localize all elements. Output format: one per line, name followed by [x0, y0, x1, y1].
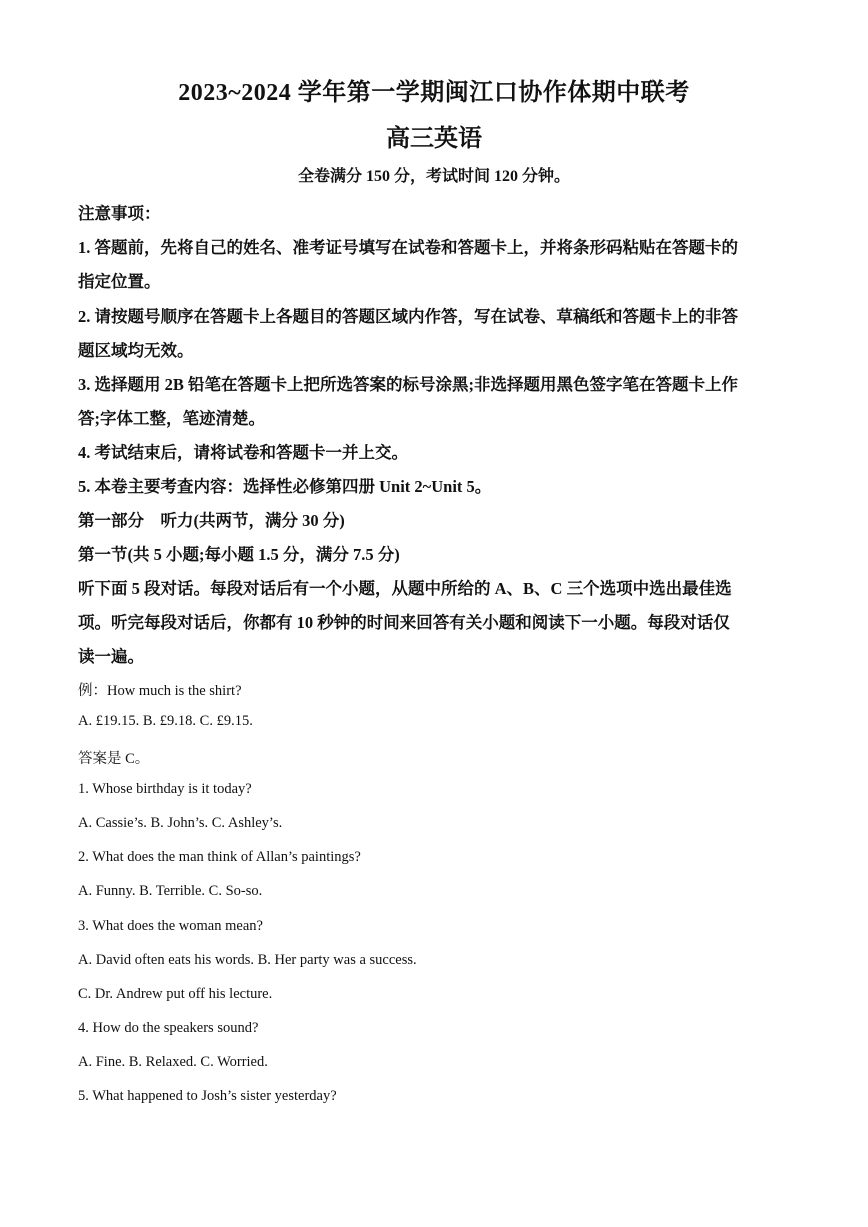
note-line: 1. 答题前，先将自己的姓名、准考证号填写在试卷和答题卡上，并将条形码粘贴在答题卡的	[78, 238, 738, 257]
question-3: 3. What does the woman mean?	[78, 918, 263, 934]
example-question: 例：How much is the shirt?	[78, 683, 242, 699]
question-5: 5. What happened to Josh’s sister yesterday?	[78, 1088, 337, 1104]
question-4: 4. How do the speakers sound?	[78, 1020, 259, 1036]
note-line: 5. 本卷主要考查内容：选择性必修第四册 Unit 2~Unit 5。	[78, 477, 492, 496]
exam-subject: 高三英语	[386, 126, 482, 152]
example-options: A. £19.15. B. £9.18. C. £9.15.	[78, 713, 253, 729]
question-3-options: A. David often eats his words. B. Her party was a success.	[78, 952, 417, 968]
note-line: 题区域均无效。	[78, 341, 194, 360]
notes-heading: 注意事项：	[78, 204, 161, 223]
question-3-option-c: C. Dr. Andrew put off his lecture.	[78, 986, 273, 1002]
exam-title: 2023~2024 学年第一学期闽江口协作体期中联考	[178, 80, 690, 106]
exam-info: 全卷满分 150 分，考试时间 120 分钟。	[297, 168, 570, 185]
note-line: 2. 请按题号顺序在答题卡上各题目的答题区域内作答，写在试卷、草稿纸和答题卡上的非答	[78, 307, 738, 326]
example-answer: 答案是 C。	[78, 751, 150, 767]
note-line: 答;字体工整，笔迹清楚。	[78, 409, 265, 428]
question-1: 1. Whose birthday is it today?	[78, 781, 252, 797]
note-line: 指定位置。	[78, 272, 161, 291]
note-line: 4. 考试结束后，请将试卷和答题卡一并上交。	[78, 443, 408, 462]
section1-heading: 第一节(共 5 小题;每小题 1.5 分，满分 7.5 分)	[78, 545, 400, 564]
instruction-line: 读一遍。	[78, 647, 144, 666]
question-4-options: A. Fine. B. Relaxed. C. Worried.	[78, 1054, 268, 1070]
question-2: 2. What does the man think of Allan’s paintings?	[78, 849, 361, 865]
note-line: 3. 选择题用 2B 铅笔在答题卡上把所选答案的标号涂黑;非选择题用黑色签字笔在答题卡上作	[78, 375, 738, 394]
question-1-options: A. Cassie’s. B. John’s. C. Ashley’s.	[78, 815, 283, 831]
instruction-line: 项。听完每段对话后，你都有 10 秒钟的时间来回答有关小题和阅读下一小题。每段对话仅	[78, 613, 730, 632]
part1-heading: 第一部分 听力(共两节，满分 30 分)	[78, 511, 345, 530]
question-2-options: A. Funny. B. Terrible. C. So-so.	[78, 883, 263, 899]
instruction-line: 听下面 5 段对话。每段对话后有一个小题，从题中所给的 A、B、C 三个选项中选出最佳选	[78, 579, 732, 598]
